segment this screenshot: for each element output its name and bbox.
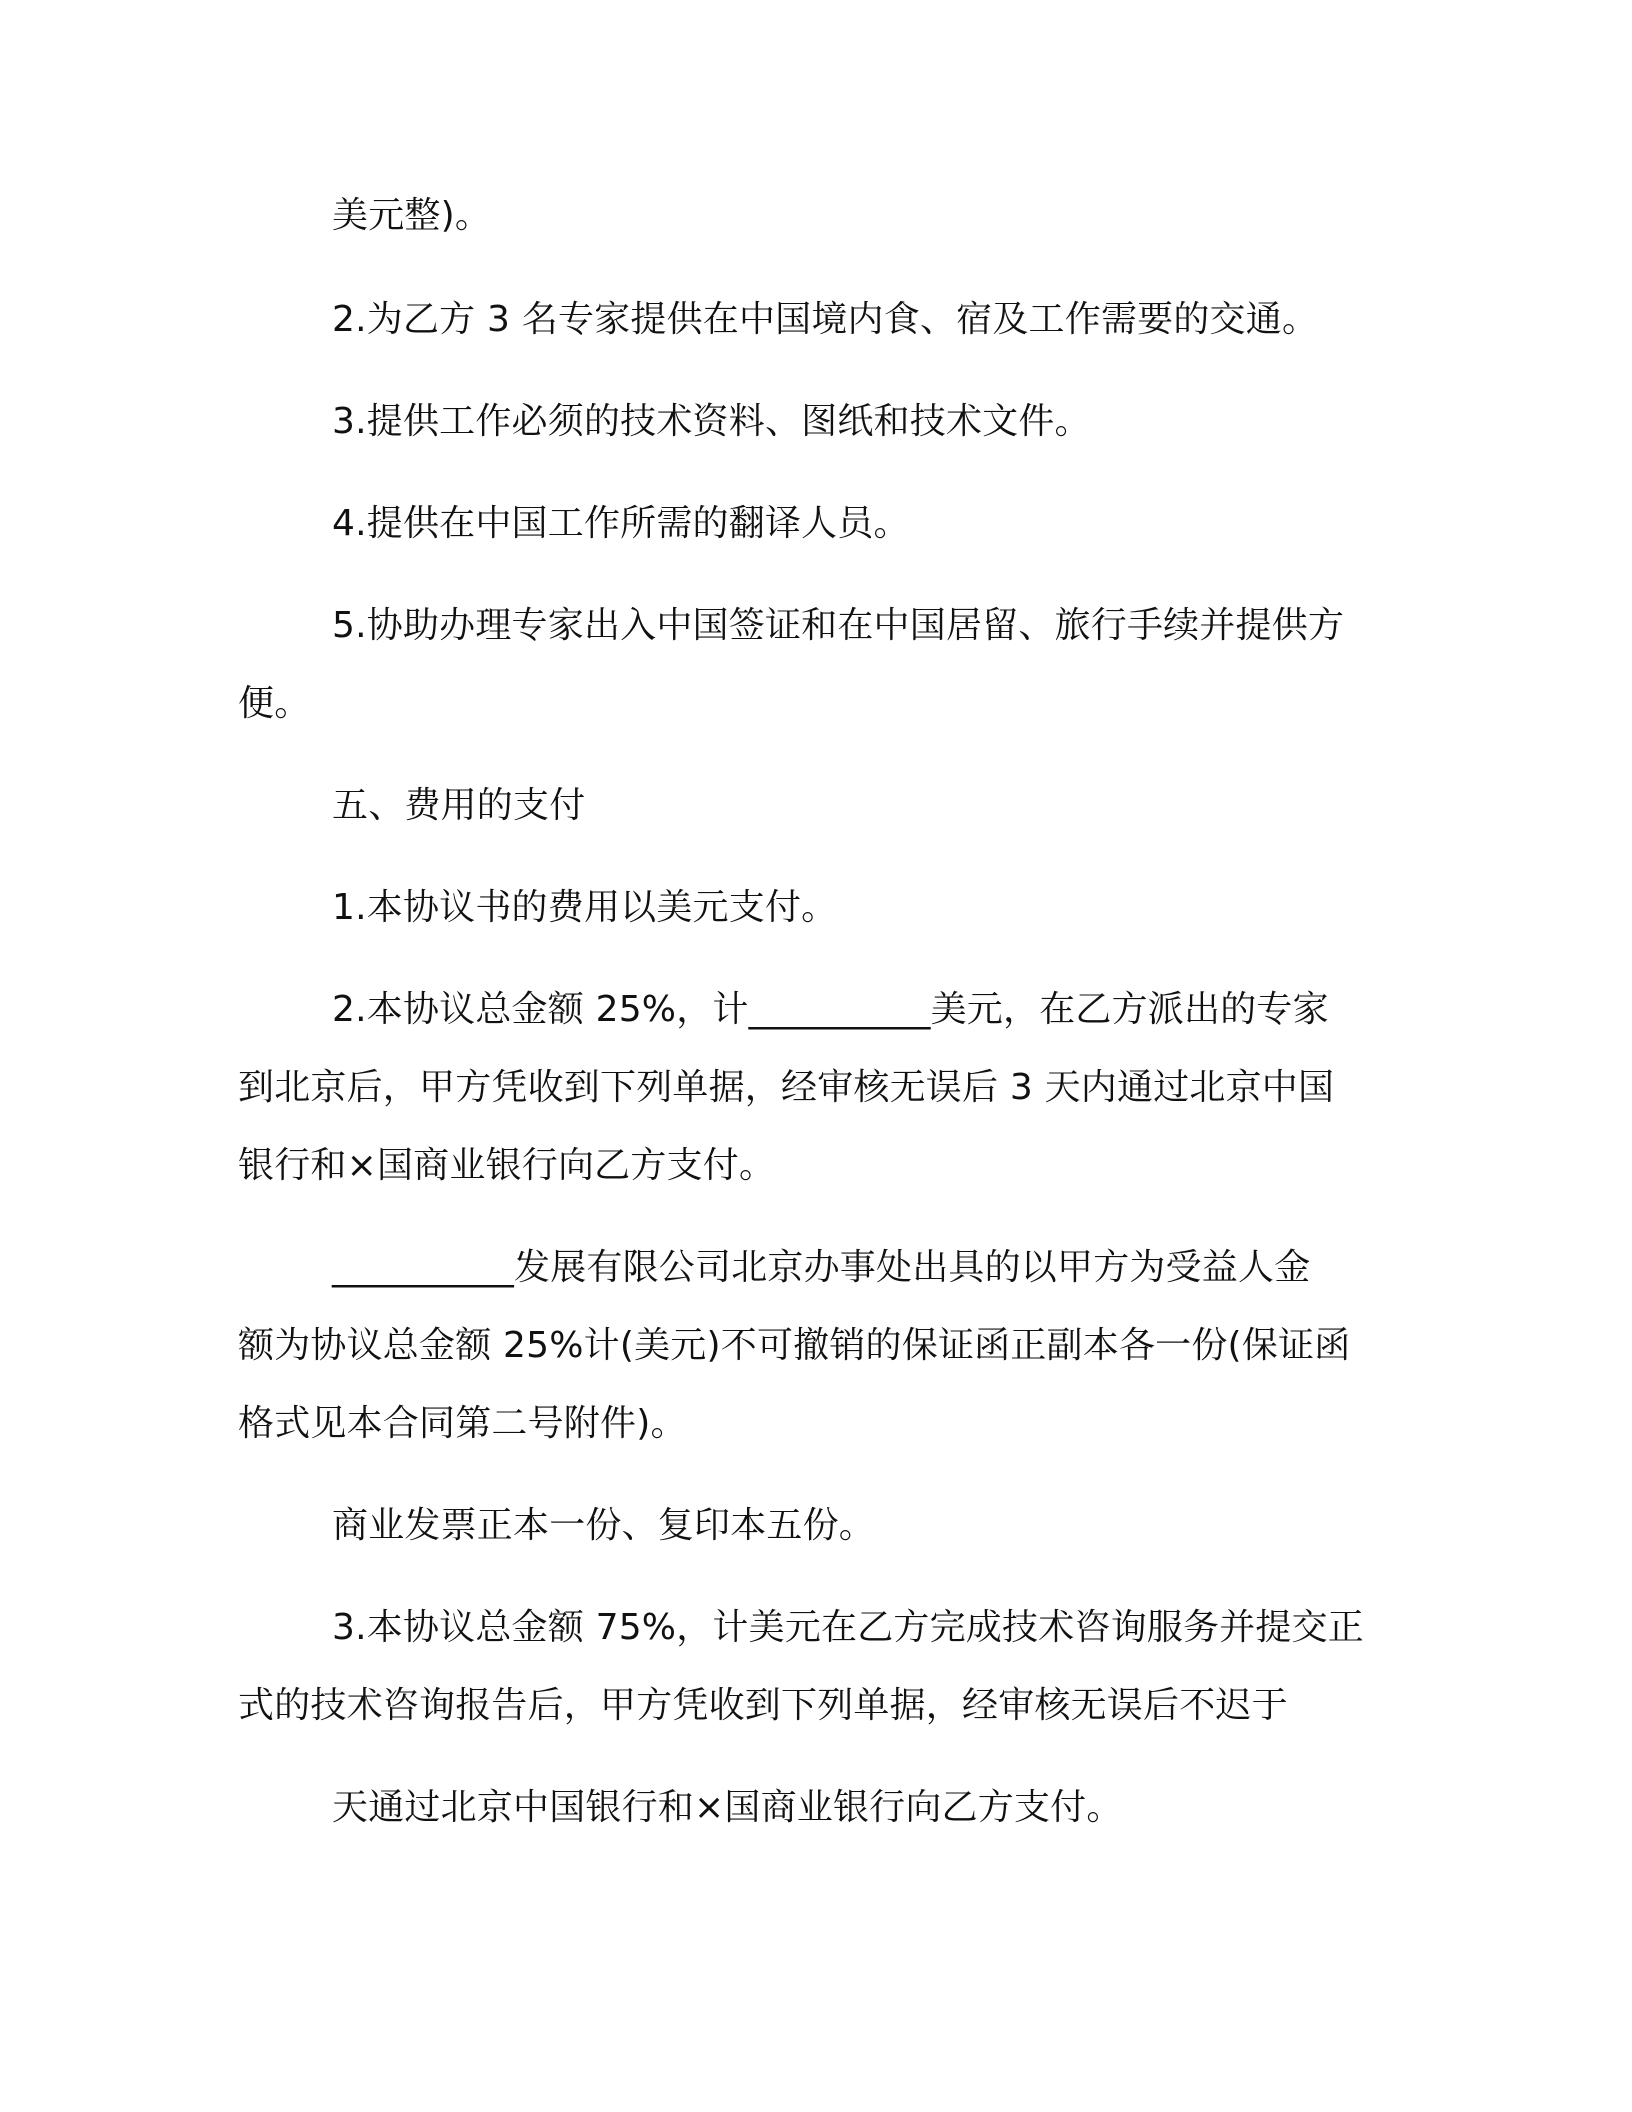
text-line: 5.协助办理专家出入中国签证和在中国居留、旅行手续并提供方 <box>332 605 1345 646</box>
text-line: 额为协议总金额 25%计(美元)不可撤销的保证函正副本各一份(保证函 <box>238 1325 1351 1366</box>
text-line: 美元整)。 <box>332 195 492 236</box>
text-line: 2.为乙方 3 名专家提供在中国境内食、宿及工作需要的交通。 <box>332 299 1319 340</box>
text-line: 3.提供工作必须的技术资料、图纸和技术文件。 <box>332 401 1091 442</box>
text-line: 到北京后，甲方凭收到下列单据，经审核无误后 3 天内通过北京中国 <box>238 1067 1335 1108</box>
text-line: 1.本协议书的费用以美元支付。 <box>332 887 838 928</box>
text-line: 格式见本合同第二号附件)。 <box>238 1403 687 1444</box>
text-line: 银行和×国商业银行向乙方支付。 <box>238 1145 776 1186</box>
text-line: 4.提供在中国工作所需的翻译人员。 <box>332 503 910 544</box>
text-line: 2.本协议总金额 25%，计__________美元，在乙方派出的专家 <box>332 989 1329 1030</box>
text-line: 商业发票正本一份、复印本五份。 <box>332 1505 876 1546</box>
text-line: 天通过北京中国银行和×国商业银行向乙方支付。 <box>332 1787 1123 1828</box>
text-line: __________发展有限公司北京办事处出具的以甲方为受益人金 <box>332 1247 1311 1288</box>
text-line: 便。 <box>238 683 311 724</box>
section-heading: 五、费用的支付 <box>332 785 586 826</box>
text-line: 式的技术咨询报告后，甲方凭收到下列单据，经审核无误后不迟于 <box>238 1685 1288 1726</box>
text-line: 3.本协议总金额 75%，计美元在乙方完成技术咨询服务并提交正 <box>332 1607 1365 1648</box>
